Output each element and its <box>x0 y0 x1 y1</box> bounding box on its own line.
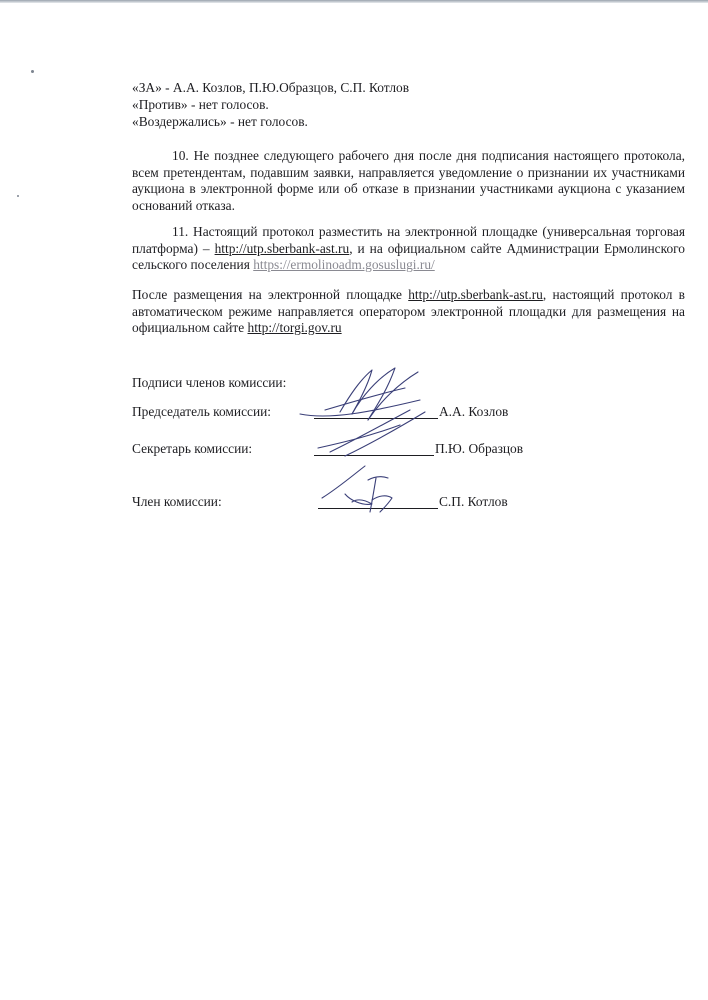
paragraph-11-text-middle: , и на официальном сайте Администрации Ермолинского сельского поселения <box>132 240 685 272</box>
paragraph-11-text: 11. Настоящий протокол разместить на электронной площадке (универсальная торговая платформа) – <box>132 224 685 256</box>
signatures-heading: Подписи членов комиссии: <box>132 375 287 390</box>
chairman-label: Председатель комиссии: <box>132 404 272 419</box>
link-utp-sberbank[interactable]: http://utp.sberbank-ast.ru <box>214 240 350 256</box>
link-utp-sberbank-2[interactable]: http://utp.sberbank-ast.ru <box>408 287 543 302</box>
paragraph-10: 10. Не позднее следующего рабочего дня после дня подписания настоящего протокола, всем претендентам, подавшим заявки, направляется уведомление о признании их участниками аукциона в электронной форме или об отказе в признании участниками аукциона с указанием оснований отказа. <box>132 148 685 213</box>
member-name: С.П. Котлов <box>439 494 508 509</box>
chairman-name: А.А. Козлов <box>439 404 509 419</box>
secretary-label: Секретарь комиссии: <box>132 441 253 456</box>
vote-for: «ЗА» - А.А. Козлов, П.Ю.Образцов, С.П. Котлов <box>132 80 410 95</box>
vote-against: «Против» - нет голосов. <box>132 97 269 112</box>
vote-abstain: «Воздержались» - нет голосов. <box>132 114 308 129</box>
link-torgi-gov[interactable]: http://torgi.gov.ru <box>247 320 342 335</box>
secretary-name: П.Ю. Образцов <box>435 441 524 456</box>
member-label: Член комиссии: <box>132 494 222 509</box>
paragraph-12-text: После размещения на электронной площадке <box>132 287 409 302</box>
link-ermolino-site[interactable]: https://ermolinoadm.gosuslugi.ru/ <box>253 257 435 272</box>
paragraph-12-text-middle: , настоящий протокол в автоматическом режиме направляется оператором электронной площадки для размещения на официальном сайте <box>132 287 685 335</box>
